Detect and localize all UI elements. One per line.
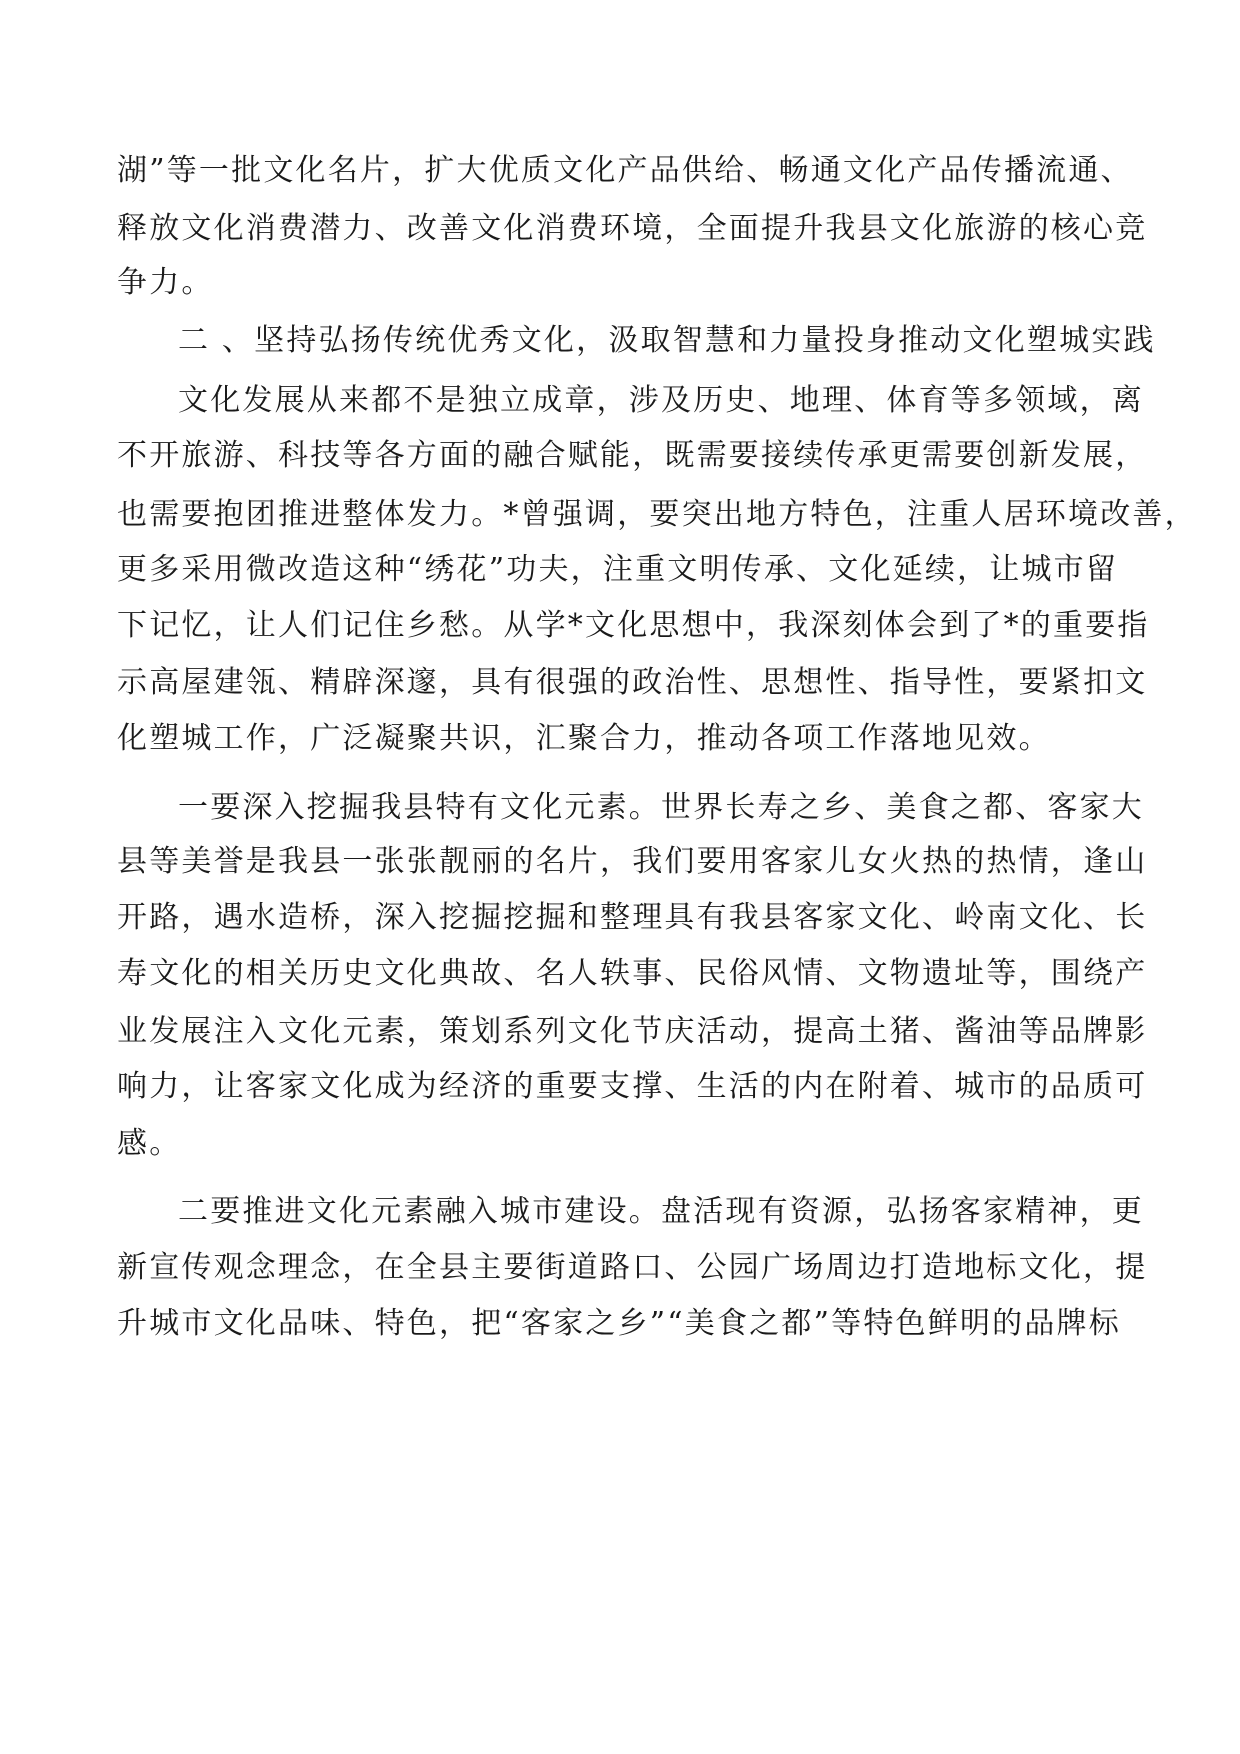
section-heading: 二 、坚持弘扬传统优秀文化，汲取智慧和力量投身推动文化塑城实践 (178, 323, 1156, 358)
text-line: 湖”等一批文化名片，扩大优质文化产品供给、畅通文化产品传播流通、 (117, 153, 1133, 188)
text-line: 示高屋建瓴、精辟深邃，具有很强的政治性、思想性、指导性，要紧扣文 (117, 665, 1148, 700)
text-line: 寿文化的相关历史文化典故、名人轶事、民俗风情、文物遗址等，围绕产 (117, 956, 1148, 991)
text-line: 一要深入挖掘我县特有文化元素。世界长寿之乡、美食之都、客家大 (178, 790, 1144, 825)
text-line: 化塑城工作，广泛凝聚共识，汇聚合力，推动各项工作落地见效。 (117, 721, 1051, 756)
text-line: 县等美誉是我县一张张靓丽的名片，我们要用客家儿女火热的热情，逢山 (117, 844, 1148, 879)
text-line: 更多采用微改造这种“绣花”功夫，注重文明传承、文化延续，让城市留 (117, 552, 1119, 587)
text-line: 感。 (117, 1126, 182, 1161)
text-line: 二要推进文化元素融入城市建设。盘活现有资源，弘扬客家精神，更 (178, 1194, 1144, 1229)
text-line: 升城市文化品味、特色，把“客家之乡”“美食之都”等特色鲜明的品牌标 (117, 1306, 1121, 1341)
text-line: 释放文化消费潜力、改善文化消费环境，全面提升我县文化旅游的核心竞 (117, 211, 1148, 246)
text-line: 开路，遇水造桥，深入挖掘挖掘和整理具有我县客家文化、岭南文化、长 (117, 900, 1148, 935)
text-line: 争力。 (117, 265, 214, 300)
text-line: 响力，让客家文化成为经济的重要支撑、生活的内在附着、城市的品质可 (117, 1069, 1148, 1104)
text-line: 不开旅游、科技等各方面的融合赋能，既需要接续传承更需要创新发展， (117, 438, 1148, 473)
text-line: 也需要抱团推进整体发力。*曾强调，要突出地方特色，注重人居环境改善， (117, 497, 1197, 532)
text-line: 新宣传观念理念，在全县主要街道路口、公园广场周边打造地标文化，提 (117, 1250, 1148, 1285)
text-line: 业发展注入文化元素，策划系列文化节庆活动，提高土猪、酱油等品牌影 (117, 1014, 1148, 1049)
text-line: 文化发展从来都不是独立成章，涉及历史、地理、体育等多领域，离 (178, 383, 1144, 418)
text-line: 下记忆，让人们记住乡愁。从学*文化思想中，我深刻体会到了*的重要指 (117, 608, 1150, 643)
